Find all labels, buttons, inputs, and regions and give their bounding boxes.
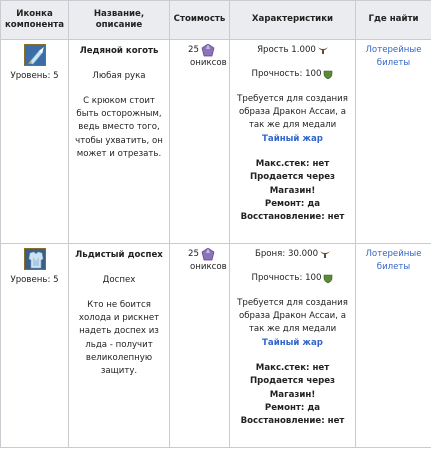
where-cell [356,244,431,448]
ice-armor-icon[interactable] [24,248,46,270]
name-cell [69,40,170,244]
cost-amount: 25 [188,249,199,260]
where-link[interactable]: Лотерейные билеты [365,45,422,69]
where-cell [356,40,431,244]
item-flags [233,362,352,429]
header-characteristics: Характеристики [230,1,356,40]
item-description: С крюком стоит быть осторожным, ведь вместо того, чтобы ухватить, он может и отрезать. [75,95,163,160]
item-slot: Любая рука [92,70,146,81]
cost-cell [170,40,230,244]
stat-main [233,44,352,57]
medal-link[interactable]: Тайный жар [262,337,323,348]
cost-unit: ониксов [190,262,227,272]
table-header-row [1,1,431,40]
stat-durability-text: Прочность: 100 [251,68,322,79]
stat-durability [233,68,352,81]
stat-main [233,248,352,261]
item-description: Кто не боится холода и рискнет надеть доспех из льда - получит великолепную защиту. [78,299,160,377]
shield-icon [323,274,333,283]
requirement-body: Требуется для создания образа Дракон Ассаи, а так же для медали [237,297,348,335]
flag-restore: Восстановление: нет [240,416,345,427]
medal-link[interactable]: Тайный жар [262,133,323,144]
requirement-body: Требуется для создания образа Дракон Ассаи, а так же для медали [237,93,348,131]
name-cell [69,244,170,448]
item-level: Уровень: 5 [10,71,59,81]
bull-horns-icon [318,46,328,55]
item-level: Уровень: 5 [10,275,59,285]
item-title: Льдистый доспех [75,250,163,260]
requirement-text [233,93,352,146]
ice-claw-icon[interactable] [24,44,46,66]
flag-stack: Макс.стек: нет [255,363,330,374]
stat-main-text: Броня: 30.000 [254,249,319,259]
flag-stack: Макс.стек: нет [255,159,330,170]
where-link[interactable]: Лотерейные билеты [365,249,422,273]
flag-repair: Ремонт: да [264,402,321,413]
onyx-gem-icon [201,248,215,261]
stat-durability-text: Прочность: 100 [251,272,322,283]
item-slot: Доспех [102,274,136,285]
flag-shop: Продается через Магазин! [249,172,336,196]
header-where: Где найти [356,1,431,40]
bull-horns-icon [320,250,330,259]
flag-shop: Продается через Магазин! [249,376,336,400]
stat-main-text: Ярость 1.000 [257,45,316,55]
flag-restore: Восстановление: нет [240,212,345,223]
stat-durability [233,272,352,285]
icon-cell [1,244,69,448]
header-name: Название, описание [69,1,170,40]
item-flags [233,158,352,225]
requirement-text [233,297,352,350]
onyx-gem-icon [201,44,215,57]
item-title: Ледяной коготь [79,46,159,56]
cost-unit: ониксов [190,58,227,68]
cost-cell [170,244,230,448]
cost-amount: 25 [188,45,199,56]
characteristics-cell [230,244,356,448]
icon-cell [1,40,69,244]
header-cost: Стоимость [170,1,230,40]
shield-icon [323,70,333,79]
characteristics-cell [230,40,356,244]
flag-repair: Ремонт: да [264,198,321,209]
table-row [1,40,431,244]
table-row [1,244,431,448]
header-icon: Иконка компонента [1,1,69,40]
